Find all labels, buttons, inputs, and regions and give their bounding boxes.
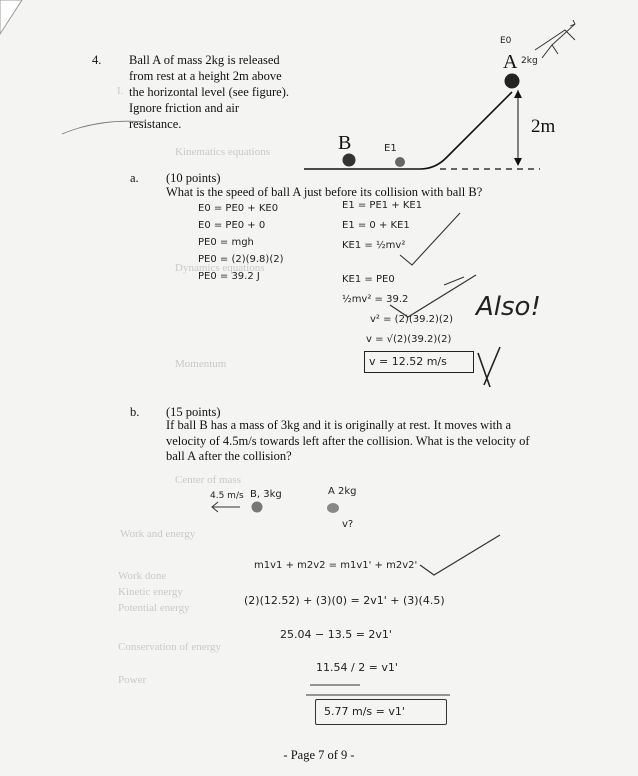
- part-b-underlines: [300, 640, 480, 700]
- page-number: - Page 7 of 9 -: [283, 748, 355, 762]
- part-b-points: (15 points): [166, 405, 221, 419]
- problem-number: 4.: [92, 53, 102, 67]
- bleed-text: Momentum: [175, 358, 227, 370]
- incline-figure: [290, 20, 620, 180]
- bleed-text: Conservation of energy: [118, 641, 222, 653]
- problem-line: from rest at a height 2m above: [129, 69, 282, 83]
- bleed-text: Kinetic energy: [118, 586, 183, 598]
- e1-note: E1: [384, 143, 397, 154]
- work-line: PE0 = mgh: [198, 237, 254, 248]
- work-line: E1 = 0 + KE1: [342, 220, 410, 231]
- part-b-letter: b.: [130, 405, 140, 419]
- check-icon: [420, 535, 500, 575]
- problem-line: the horizontal level (see figure).: [129, 85, 289, 99]
- work-line: PE0 = (2)(9.8)(2): [198, 254, 284, 265]
- e0-note: E0: [500, 36, 512, 46]
- ball-b: [343, 154, 356, 167]
- grader-marks: [380, 205, 580, 395]
- work-line: ½mv² = 39.2: [342, 294, 409, 305]
- bleed-text: Power: [118, 674, 147, 686]
- work-line: v² = (2)(39.2)(2): [370, 314, 454, 325]
- part-a-question: What is the speed of ball A just before its collision with ball B?: [166, 185, 483, 199]
- bleed-text: Potential energy: [118, 602, 190, 614]
- sketch-a-label: A 2kg: [328, 486, 357, 497]
- height-label: 2m: [531, 116, 556, 137]
- check-icon: [390, 275, 476, 317]
- work-line: E1 = PE1 + KE1: [342, 200, 423, 211]
- problem-statement: [129, 52, 289, 132]
- work-line: E0 = PE0 + KE0: [198, 203, 279, 214]
- part-a-work-left: [198, 200, 283, 285]
- grader-note: Also!: [476, 292, 541, 322]
- part-b-question: [166, 418, 530, 465]
- bleed-text: Center of mass: [175, 474, 241, 486]
- cross-mark-icon: [478, 347, 500, 387]
- ball-a-pencil-sketch: [395, 157, 405, 167]
- work-line: m1v1 + m2v2 = m1v1' + m2v2': [254, 560, 418, 571]
- work-line: 11.54 / 2 = v1': [316, 661, 398, 674]
- pencil-arc: [60, 110, 150, 140]
- page-corner-fold: [0, 0, 30, 40]
- bleed-text: Work done: [118, 570, 167, 582]
- work-line: 25.04 − 13.5 = 2v1': [280, 628, 392, 641]
- part-a-answer-box: v = 12.52 m/s: [364, 351, 474, 373]
- ball-b-label: B: [338, 132, 352, 154]
- ball-a-mass-note: 2kg: [521, 56, 538, 66]
- problem-line: resistance.: [129, 117, 182, 131]
- work-line: E0 = PE0 + 0: [198, 220, 266, 231]
- question-line: If ball B has a mass of 3kg and it is originally at rest. It moves with a: [166, 418, 512, 432]
- check-icon: [400, 213, 460, 265]
- question-line: velocity of 4.5m/s towards left after the collision. What is the velocity of: [166, 433, 530, 448]
- sketch-b-label: B, 3kg: [250, 489, 282, 500]
- ball-a-label: A: [503, 51, 518, 73]
- bleed-text: Work and energy: [120, 528, 196, 540]
- part-b-answer-box: 5.77 m/s = v1': [315, 699, 447, 725]
- part-a-letter: a.: [130, 171, 139, 185]
- work-line: (2)(12.52) + (3)(0) = 2v1' + (3)(4.5): [244, 594, 445, 607]
- part-a-points: (10 points): [166, 171, 221, 185]
- problem-line: Ignore friction and air: [129, 101, 240, 115]
- sketch-a-unknown: v?: [342, 519, 354, 530]
- bleed-text: Dynamics equations: [175, 262, 265, 274]
- grader-marks-b: [400, 525, 510, 585]
- question-line: ball A after the collision?: [166, 449, 292, 463]
- bleed-text: Kinematics equations: [175, 146, 271, 158]
- sketch-b-speed: 4.5 m/s: [210, 491, 244, 501]
- work-line: v = √(2)(39.2)(2): [366, 334, 452, 345]
- ball-a: [505, 74, 520, 89]
- problem-line: Ball A of mass 2kg is released: [129, 53, 280, 67]
- work-line: KE1 = PE0: [342, 274, 395, 285]
- work-line: KE1 = ½mv²: [342, 240, 406, 251]
- bleed-text: I.: [117, 85, 124, 97]
- work-line: PE0 = 39.2 J: [198, 271, 260, 282]
- collision-sketch: [200, 495, 360, 525]
